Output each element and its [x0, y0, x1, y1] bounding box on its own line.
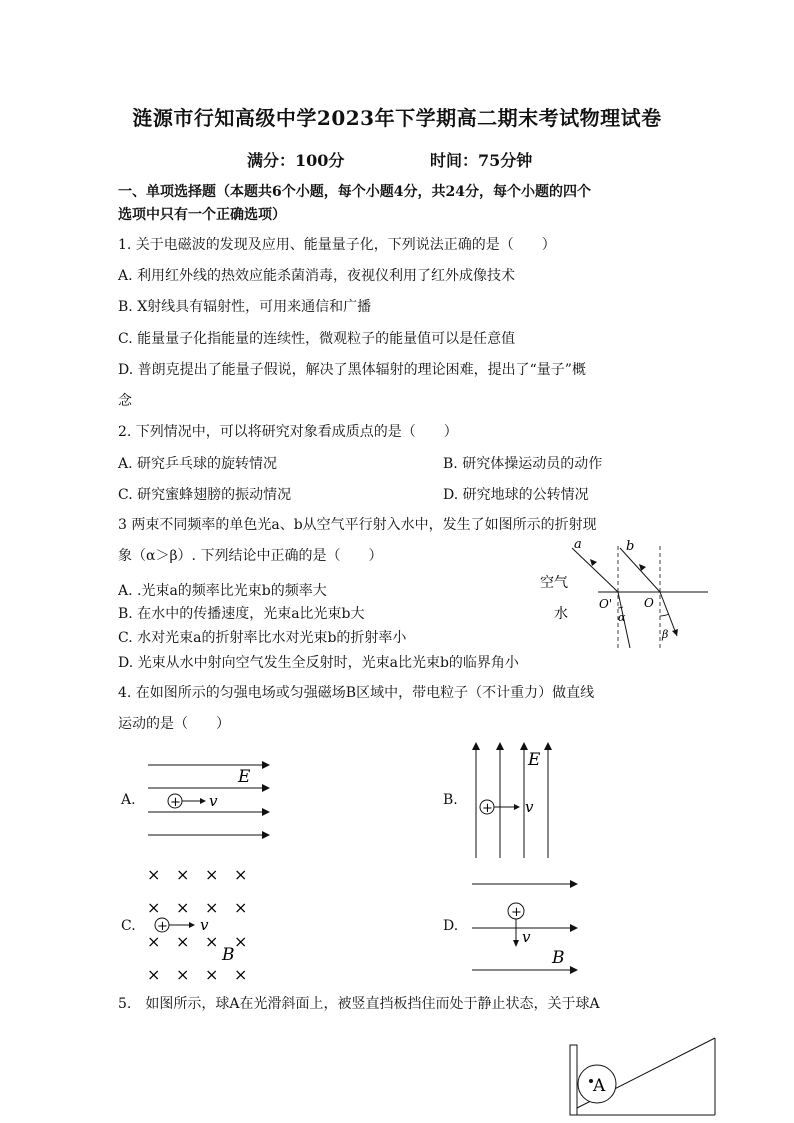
cross-mark: ×: [176, 932, 190, 951]
velocity-label: v: [522, 928, 531, 946]
q4-option-a-label: A.: [121, 792, 136, 808]
charge-plus: +: [482, 801, 493, 816]
cross-mark: ×: [205, 898, 219, 917]
cross-mark: ×: [176, 965, 190, 984]
field-figure-b: [468, 740, 578, 860]
cross-mark: ×: [234, 965, 248, 984]
q3-stem-cont: 象（α＞β）. 下列结论中正确的是（ ）: [118, 548, 383, 564]
q2-stem: 2. 下列情况中，可以将研究对象看成质点的是（ ）: [118, 424, 458, 440]
field-b-label: B: [222, 945, 235, 965]
angle-beta-label: β: [662, 628, 669, 641]
q3-option-b: B. 在水中的传播速度，光束a比光束b大: [118, 606, 365, 622]
cross-mark: ×: [147, 965, 161, 984]
time-limit: 时间：75分钟: [430, 151, 533, 170]
velocity-label: v: [209, 792, 218, 810]
charge-plus: +: [170, 795, 181, 810]
ray-a-label: a: [574, 537, 582, 552]
ball-a-label: A: [593, 1076, 606, 1096]
section-heading: 一、单项选择题（本题共6个小题，每个小题4分，共24分，每个小题的四个: [118, 184, 591, 200]
point-o-prime-label: O': [599, 597, 613, 611]
water-label: 水: [554, 606, 568, 622]
cross-mark: ×: [147, 932, 161, 951]
charge-plus: +: [157, 919, 168, 934]
full-score: 满分：100分: [247, 151, 345, 170]
field-figure-c: [145, 864, 265, 984]
incline-figure: [565, 1030, 725, 1120]
charge-plus: +: [511, 905, 522, 920]
q2-option-c: C. 研究蜜蜂翅膀的振动情况: [118, 487, 292, 503]
q5-stem: 5. 如图所示，球A在光滑斜面上，被竖直挡板挡住而处于静止状态，关于球A: [118, 996, 600, 1012]
field-e-label: E: [528, 750, 541, 770]
field-figure-a: [145, 760, 275, 840]
cross-mark: ×: [205, 865, 219, 884]
q1-option-a: A. 利用红外线的热效应能杀菌消毒，夜视仪利用了红外成像技术: [118, 268, 516, 284]
q1-option-b: B. X射线具有辐射性，可用来通信和广播: [118, 299, 372, 315]
q2-option-b: B. 研究体操运动员的动作: [443, 456, 603, 472]
q3-option-c: C. 水对光束a的折射率比水对光束b的折射率小: [118, 630, 407, 646]
q4-option-c-label: C.: [121, 918, 136, 934]
cross-mark: ×: [234, 865, 248, 884]
q1-option-d-cont: 念: [118, 393, 132, 409]
cross-mark: ×: [234, 898, 248, 917]
cross-mark: ×: [205, 932, 219, 951]
point-o-label: O: [644, 596, 654, 610]
q3-option-d: D. 光束从水中射向空气发生全反射时，光束a比光束b的临界角小: [118, 655, 519, 671]
ray-b-label: b: [626, 539, 635, 554]
angle-alpha-label: α: [618, 611, 626, 624]
field-b-label: B: [552, 948, 565, 968]
q2-option-a: A. 研究乒乓球的旋转情况: [118, 456, 278, 472]
velocity-label: v: [525, 798, 534, 816]
q4-stem: 4. 在如图所示的匀强电场或匀强磁场B区域中，带电粒子（不计重力）做直线: [118, 685, 595, 701]
q1-option-d: D. 普朗克提出了能量子假说，解决了黑体辐射的理论困难，提出了“量子”概: [118, 362, 586, 378]
q3-option-a: A. .光束a的频率比光束b的频率大: [118, 583, 327, 599]
field-e-label: E: [238, 767, 251, 787]
q4-option-b-label: B.: [443, 792, 458, 808]
q2-option-d: D. 研究地球的公转情况: [443, 487, 589, 503]
refraction-figure: [540, 538, 710, 658]
q4-stem-cont: 运动的是（ ）: [118, 716, 230, 732]
section-heading-cont: 选项中只有一个正确选项）: [118, 207, 286, 223]
cross-mark: ×: [147, 865, 161, 884]
q4-option-d-label: D.: [443, 918, 459, 934]
cross-mark: ×: [176, 898, 190, 917]
q1-stem: 1. 关于电磁波的发现及应用、能量量子化，下列说法正确的是（ ）: [118, 237, 556, 253]
q1-option-c: C. 能量量子化指能量的连续性，微观粒子的能量值可以是任意值: [118, 331, 516, 347]
page-title: 涟源市行知高级中学2023年下学期高二期末考试物理试卷: [132, 106, 662, 130]
cross-mark: ×: [176, 865, 190, 884]
velocity-label: v: [200, 916, 209, 934]
field-figure-d: [470, 874, 585, 974]
air-label: 空气: [540, 575, 568, 591]
cross-mark: ×: [147, 898, 161, 917]
cross-mark: ×: [234, 932, 248, 951]
cross-mark: ×: [205, 965, 219, 984]
q3-stem: 3 两束不同频率的单色光a、b从空气平行射入水中，发生了如图所示的折射现: [118, 517, 597, 533]
